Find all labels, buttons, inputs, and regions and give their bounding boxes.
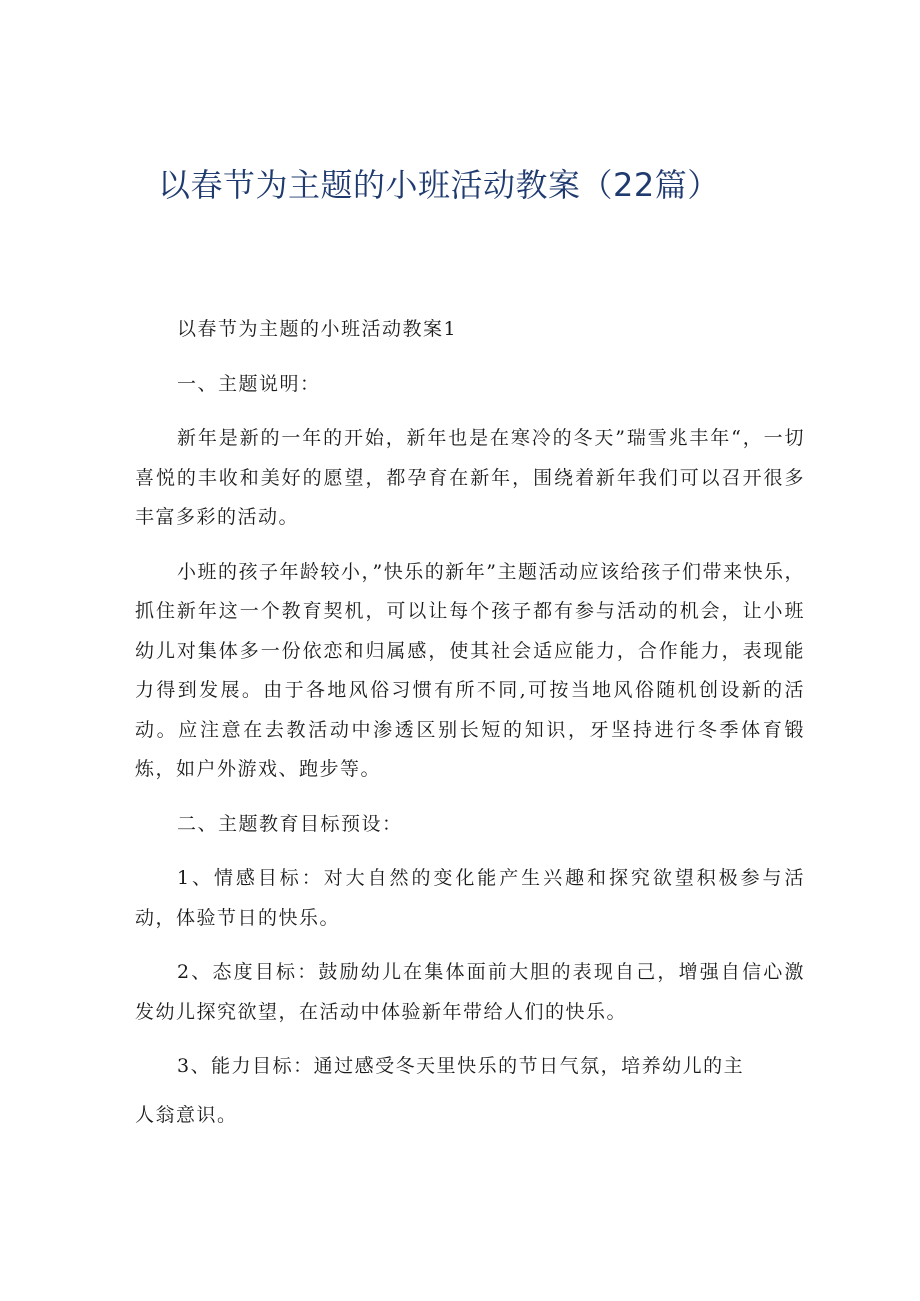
- subsection-heading: 二、主题教育目标预设：: [177, 812, 403, 835]
- goal-item: 1、情感目标：对大自然的变化能产生兴趣和探究欲望积极参与活动，体验节日的快乐。: [135, 867, 805, 929]
- goal-item-continuation: 人翁意识。: [135, 1103, 238, 1126]
- document-title: 以春节为主题的小班活动教案（22篇）: [158, 166, 720, 204]
- goal-item: 2、态度目标：鼓励幼儿在集体面前大胆的表现自己，增强自信心激发幼儿探究欲望，在活动中体验新年带给人们的快乐。: [135, 961, 805, 1023]
- goal-item: 3、能力目标：通过感受冬天里快乐的节日气氛，培养幼儿的主: [177, 1055, 745, 1077]
- paragraph: 小班的孩子年龄较小，”快乐的新年”主题活动应该给孩子们带来快乐，抓住新年这一个教育契机，可以让每个孩子都有参与活动的机会，让小班幼儿对集体多一份依恋和归属感，使其社会适应能力，合作能力，表现能力得到发展。由于各地风俗习惯有所不同,可按当地风俗随机创设新的活动。应注意在去教活动中渗透区别长短的知识，牙坚持进行冬季体育锻炼，如户外游戏、跑步等。: [135, 560, 805, 780]
- document-body: [135, 310, 805, 1150]
- paragraph: 新年是新的一年的开始，新年也是在寒冷的冬天”瑞雪兆丰年“，一切喜悦的丰收和美好的愿望，都孕育在新年，围绕着新年我们可以召开很多丰富多彩的活动。: [135, 427, 805, 528]
- section-heading: 以春节为主题的小班活动教案1: [177, 318, 458, 340]
- subsection-heading: 一、主题说明：: [177, 372, 321, 395]
